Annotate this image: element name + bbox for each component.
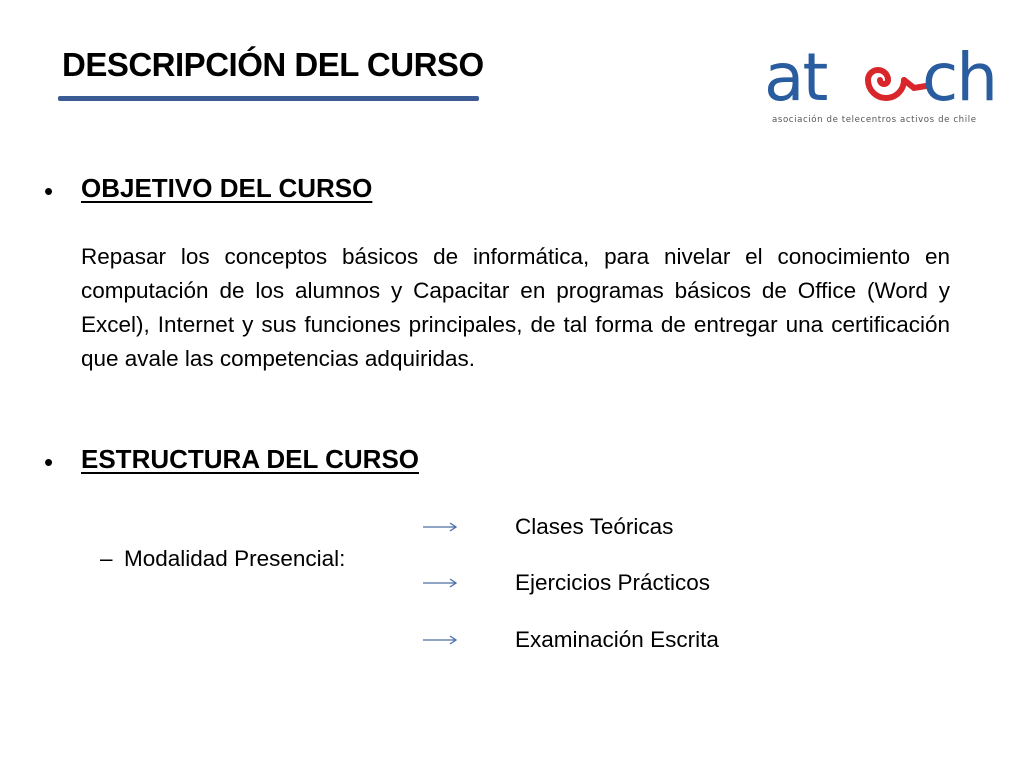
logo-tagline: asociación de telecentros activos de chile	[772, 115, 977, 125]
slide-title: DESCRIPCIÓN DEL CURSO	[62, 46, 484, 83]
section-heading-estructura: ESTRUCTURA DEL CURSO	[81, 444, 420, 474]
list-item: Examinación Escrita	[515, 627, 719, 652]
modalidad-item	[100, 546, 345, 572]
title-underline	[58, 96, 479, 101]
objective-paragraph: Repasar los conceptos básicos de informática, para nivelar el conocimiento en computación de los alumnos y Capacitar en programas básicos de Office (Word y Excel), Internet y sus funciones principales, de tal forma de entregar una certificación que avale las competencias adquiridas.	[81, 244, 950, 371]
long-right-arrow-icon	[422, 633, 458, 647]
spiral-at-icon	[868, 70, 926, 98]
svg-text:at: at	[764, 39, 827, 116]
atoch-logo	[764, 30, 996, 126]
dash-icon: –	[100, 546, 113, 571]
bullet-icon: •	[44, 447, 54, 477]
list-item: Ejercicios Prácticos	[515, 570, 711, 595]
svg-text:ch: ch	[922, 39, 996, 116]
modalidad-label: Modalidad Presencial:	[124, 546, 346, 571]
section-heading-objetivo: OBJETIVO DEL CURSO	[81, 173, 373, 203]
long-right-arrow-icon	[422, 520, 458, 534]
long-right-arrow-icon	[422, 576, 458, 590]
bullet-icon: •	[44, 176, 54, 206]
list-item: Clases Teóricas	[515, 514, 674, 539]
